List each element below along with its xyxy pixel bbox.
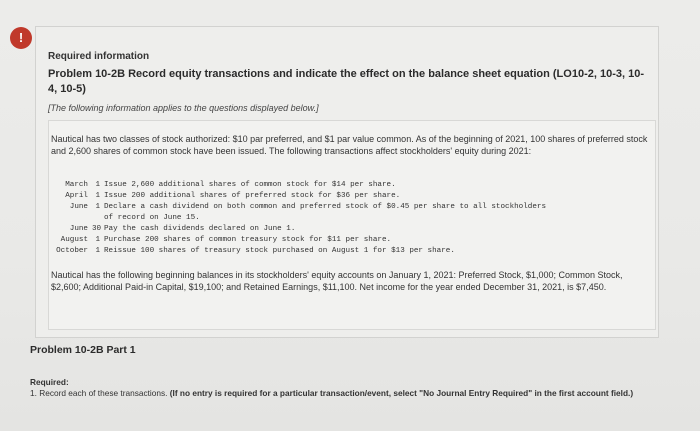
alert-icon: !	[10, 27, 32, 49]
transaction-day: 1	[95, 181, 100, 189]
transaction-description: Issue 2,600 additional shares of common stock for $14 per share.	[104, 181, 396, 189]
transaction-month: June	[69, 203, 88, 211]
intro-text: Nautical has two classes of stock authorized: $10 par preferred, and $1 par value common. As of the beginning of 2021, 100 shares of preferred stock and 2,600 shares of common stock have been issued. The following transactions affect stockholders' equity during 2021:	[51, 134, 648, 156]
required-section	[30, 377, 670, 399]
required-label: Required:	[30, 377, 69, 387]
transaction-day: 1	[95, 192, 100, 200]
applies-note: [The following information applies to the questions displayed below.]	[48, 103, 319, 113]
transaction-month: August	[60, 236, 88, 244]
transaction-description: Reissue 100 shares of treasury stock purchased on August 1 for $13 per share.	[104, 247, 455, 255]
part-title: Problem 10-2B Part 1	[30, 344, 136, 356]
transactions-list	[49, 181, 655, 258]
problem-details	[48, 120, 656, 330]
transaction-day: 1	[95, 236, 100, 244]
required-instruction: 1. Record each of these transactions.	[30, 388, 168, 398]
problem-title: Problem 10-2B Record equity transactions and indicate the effect on the balance sheet equation (LO10-2, 10-3, 10-4, 10-5)	[48, 68, 644, 95]
beginning-balances-text: Nautical has the following beginning balances in its stockholders' equity accounts on January 1, 2021: Preferred Stock, $1,000; Common Stock, $2,600; Additional Paid-in Capital, $19,100; and Retained Earnings, $11,100. Net income for the year ended December 31, 2021, is $7,450.	[51, 270, 623, 292]
transaction-description: of record on June 15.	[104, 214, 200, 222]
transaction-day: 1	[95, 247, 100, 255]
transaction-description: Issue 200 additional shares of preferred stock for $36 per share.	[104, 192, 401, 200]
required-information-box	[35, 26, 659, 338]
transaction-row	[49, 247, 655, 258]
transaction-month: March	[65, 181, 88, 189]
transaction-month: June	[69, 225, 88, 233]
transaction-description: Purchase 200 shares of common treasury stock for $11 per share.	[104, 236, 392, 244]
transaction-row	[49, 236, 655, 247]
transaction-month: October	[56, 247, 88, 255]
transaction-description: Pay the cash dividends declared on June 1.	[104, 225, 296, 233]
required-information-heading: Required information	[48, 51, 150, 62]
required-instruction-line	[30, 388, 670, 399]
transaction-row	[49, 181, 655, 192]
transaction-row	[49, 203, 655, 214]
transaction-row	[49, 192, 655, 203]
transaction-row	[49, 214, 655, 225]
transaction-day: 1	[95, 203, 100, 211]
required-note: (If no entry is required for a particular transaction/event, select "No Journal Entry Required" in the first account field.)	[169, 388, 634, 398]
transaction-row	[49, 225, 655, 236]
transaction-day: 30	[92, 225, 102, 233]
transaction-month: April	[65, 192, 88, 200]
transaction-description: Declare a cash dividend on both common and preferred stock of $0.45 per share to all stockholders	[104, 203, 547, 211]
